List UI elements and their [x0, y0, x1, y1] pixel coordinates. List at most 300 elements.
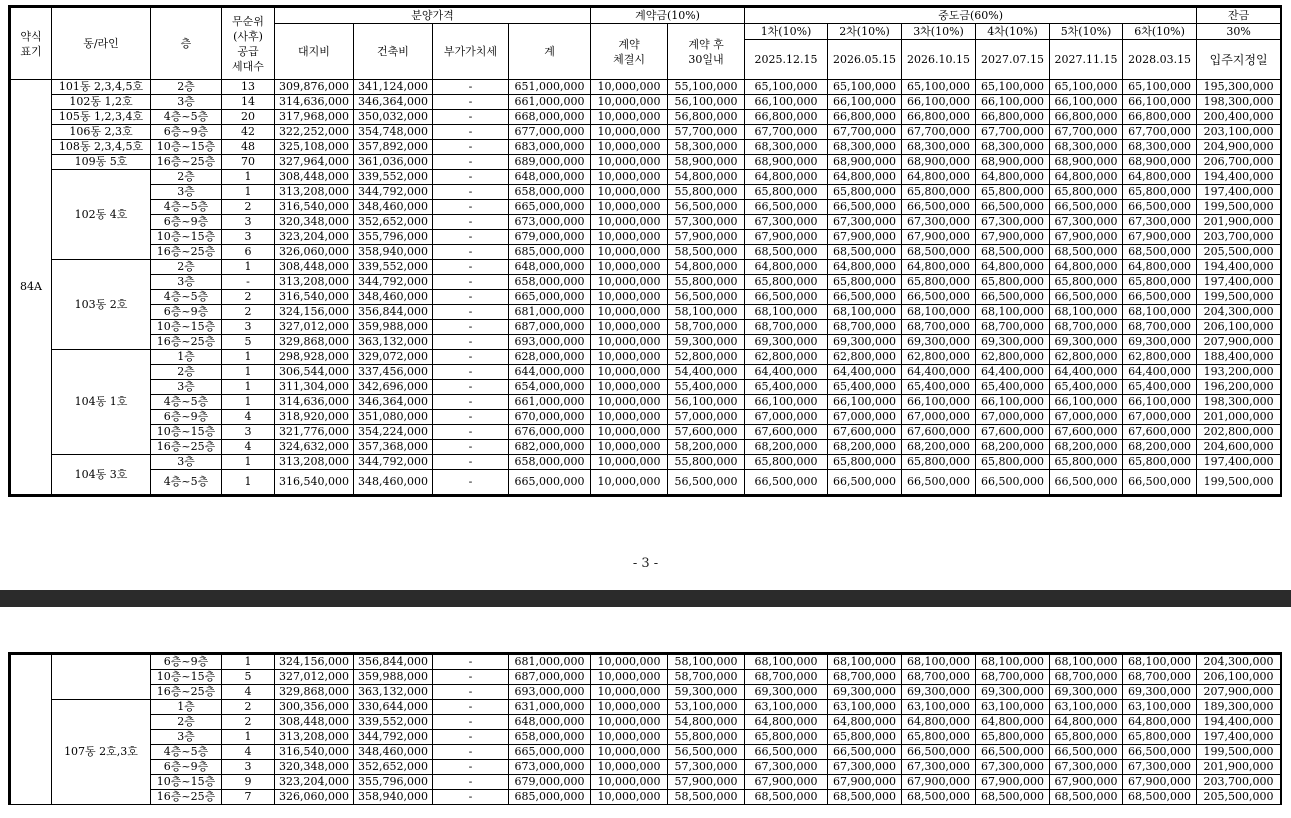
- household-count-cell: 9: [222, 775, 275, 790]
- mid-payment-2-cell: 64,800,000: [828, 170, 902, 185]
- total-price-cell: 665,000,000: [509, 200, 591, 215]
- mid-payment-5-cell: 65,400,000: [1050, 380, 1123, 395]
- mid-payment-4-cell: 68,100,000: [976, 305, 1050, 320]
- floor-cell: 10층~15층: [151, 775, 222, 790]
- mid-payment-5-cell: 66,100,000: [1050, 395, 1123, 410]
- household-count-cell: 1: [222, 395, 275, 410]
- vat-cell: -: [433, 110, 509, 125]
- mid-payment-1-cell: 68,900,000: [745, 155, 828, 170]
- vat-cell: -: [433, 395, 509, 410]
- total-price-cell: 631,000,000: [509, 700, 591, 715]
- deposit-sign-cell: 10,000,000: [591, 775, 668, 790]
- header-dong-line: 동/라인: [52, 8, 151, 80]
- mid-payment-5-cell: 68,900,000: [1050, 155, 1123, 170]
- mid-payment-4-cell: 65,800,000: [976, 275, 1050, 290]
- land-price-cell: 306,544,000: [275, 365, 354, 380]
- mid-payment-1-cell: 64,800,000: [745, 170, 828, 185]
- header-vat: 부가가치세: [433, 24, 509, 80]
- dong-line-cell: 102동 4호: [52, 170, 151, 260]
- dong-line-cell: 106동 2,3호: [52, 125, 151, 140]
- balance-cell: 207,900,000: [1197, 685, 1281, 700]
- mid-payment-1-cell: 66,100,000: [745, 95, 828, 110]
- deposit-sign-cell: 10,000,000: [591, 470, 668, 495]
- building-price-cell: 361,036,000: [354, 155, 433, 170]
- deposit-sign-cell: 10,000,000: [591, 670, 668, 685]
- mid-payment-2-cell: 68,100,000: [828, 305, 902, 320]
- mid-payment-6-cell: 67,900,000: [1123, 775, 1197, 790]
- land-price-cell: 316,540,000: [275, 745, 354, 760]
- mid-payment-3-cell: 69,300,000: [902, 335, 976, 350]
- deposit-sign-cell: 10,000,000: [591, 95, 668, 110]
- mid-payment-3-cell: 65,800,000: [902, 730, 976, 745]
- balance-cell: 197,400,000: [1197, 730, 1281, 745]
- deposit-sign-cell: 10,000,000: [591, 715, 668, 730]
- mid-payment-2-cell: 65,800,000: [828, 455, 902, 470]
- mid-payment-4-cell: 67,300,000: [976, 760, 1050, 775]
- land-price-cell: 313,208,000: [275, 185, 354, 200]
- table-row: [11, 380, 1281, 395]
- total-price-cell: 658,000,000: [509, 730, 591, 745]
- floor-cell: 10층~15층: [151, 320, 222, 335]
- land-price-cell: 316,540,000: [275, 200, 354, 215]
- mid-payment-4-cell: 64,800,000: [976, 715, 1050, 730]
- mid-payment-6-cell: 65,400,000: [1123, 380, 1197, 395]
- deposit-after-cell: 53,100,000: [668, 700, 745, 715]
- mid-payment-1-cell: 66,500,000: [745, 290, 828, 305]
- building-price-cell: 346,364,000: [354, 395, 433, 410]
- deposit-after-cell: 56,800,000: [668, 110, 745, 125]
- price-table-continued: [10, 654, 1281, 805]
- mid-payment-1-cell: 65,800,000: [745, 455, 828, 470]
- mid-payment-5-cell: 65,800,000: [1050, 275, 1123, 290]
- deposit-sign-cell: 10,000,000: [591, 365, 668, 380]
- floor-cell: 4층~5층: [151, 745, 222, 760]
- mid-payment-4-cell: 65,800,000: [976, 185, 1050, 200]
- deposit-after-cell: 58,500,000: [668, 790, 745, 805]
- deposit-after-cell: 58,200,000: [668, 440, 745, 455]
- mid-payment-3-cell: 65,800,000: [902, 455, 976, 470]
- header-households: [222, 8, 275, 80]
- deposit-after-cell: 55,800,000: [668, 730, 745, 745]
- dong-line-cell: 107동 2호,3호: [52, 700, 151, 805]
- building-price-cell: 344,792,000: [354, 455, 433, 470]
- mid-payment-3-cell: 67,000,000: [902, 410, 976, 425]
- header-mid-6-date: 2028.03.15: [1123, 40, 1197, 80]
- deposit-after-cell: 58,700,000: [668, 670, 745, 685]
- total-price-cell: 665,000,000: [509, 745, 591, 760]
- mid-payment-1-cell: 67,300,000: [745, 760, 828, 775]
- mid-payment-2-cell: 66,100,000: [828, 395, 902, 410]
- total-price-cell: 648,000,000: [509, 170, 591, 185]
- mid-payment-4-cell: 67,900,000: [976, 775, 1050, 790]
- building-price-cell: 348,460,000: [354, 290, 433, 305]
- mid-payment-4-cell: 66,500,000: [976, 290, 1050, 305]
- mid-payment-5-cell: 65,800,000: [1050, 730, 1123, 745]
- deposit-after-cell: 54,800,000: [668, 715, 745, 730]
- land-price-cell: 324,156,000: [275, 305, 354, 320]
- mid-payment-2-cell: 66,500,000: [828, 745, 902, 760]
- balance-cell: 194,400,000: [1197, 170, 1281, 185]
- table-row: [11, 125, 1281, 140]
- mid-payment-2-cell: 66,500,000: [828, 200, 902, 215]
- mid-payment-5-cell: 68,100,000: [1050, 655, 1123, 670]
- land-price-cell: 327,012,000: [275, 320, 354, 335]
- mid-payment-4-cell: 65,400,000: [976, 380, 1050, 395]
- header-balance-date: 입주지정일: [1197, 40, 1281, 80]
- floor-cell: 2층: [151, 715, 222, 730]
- mid-payment-3-cell: 67,600,000: [902, 425, 976, 440]
- mid-payment-5-cell: 66,500,000: [1050, 200, 1123, 215]
- deposit-sign-cell: 10,000,000: [591, 275, 668, 290]
- household-count-cell: 42: [222, 125, 275, 140]
- mid-payment-2-cell: 65,800,000: [828, 275, 902, 290]
- deposit-sign-cell: 10,000,000: [591, 655, 668, 670]
- total-price-cell: 682,000,000: [509, 440, 591, 455]
- deposit-sign-cell: 10,000,000: [591, 125, 668, 140]
- mid-payment-2-cell: 68,300,000: [828, 140, 902, 155]
- building-price-cell: 329,072,000: [354, 350, 433, 365]
- balance-cell: 189,300,000: [1197, 700, 1281, 715]
- household-count-cell: 5: [222, 335, 275, 350]
- total-price-cell: 665,000,000: [509, 470, 591, 495]
- mid-payment-5-cell: 66,800,000: [1050, 110, 1123, 125]
- table-row: [11, 425, 1281, 440]
- mid-payment-6-cell: 65,800,000: [1123, 275, 1197, 290]
- mid-payment-4-cell: 67,900,000: [976, 230, 1050, 245]
- header-mid-1-date: 2025.12.15: [745, 40, 828, 80]
- mid-payment-4-cell: 64,800,000: [976, 260, 1050, 275]
- total-price-cell: 681,000,000: [509, 655, 591, 670]
- table-row: [11, 305, 1281, 320]
- table-row: [11, 760, 1281, 775]
- mid-payment-4-cell: 62,800,000: [976, 350, 1050, 365]
- land-price-cell: 323,204,000: [275, 230, 354, 245]
- building-price-cell: 344,792,000: [354, 185, 433, 200]
- deposit-sign-cell: 10,000,000: [591, 305, 668, 320]
- deposit-sign-cell: 10,000,000: [591, 170, 668, 185]
- mid-payment-1-cell: 65,800,000: [745, 185, 828, 200]
- balance-cell: 206,100,000: [1197, 670, 1281, 685]
- land-price-cell: 316,540,000: [275, 470, 354, 495]
- mid-payment-5-cell: 63,100,000: [1050, 700, 1123, 715]
- total-price-cell: 685,000,000: [509, 245, 591, 260]
- mid-payment-6-cell: 68,100,000: [1123, 305, 1197, 320]
- household-count-cell: 1: [222, 380, 275, 395]
- mid-payment-6-cell: 67,600,000: [1123, 425, 1197, 440]
- table-row: [11, 260, 1281, 275]
- balance-cell: 188,400,000: [1197, 350, 1281, 365]
- mid-payment-6-cell: 65,800,000: [1123, 185, 1197, 200]
- land-price-cell: 300,356,000: [275, 700, 354, 715]
- mid-payment-2-cell: 67,000,000: [828, 410, 902, 425]
- balance-cell: 204,300,000: [1197, 305, 1281, 320]
- balance-cell: 206,100,000: [1197, 320, 1281, 335]
- mid-payment-1-cell: 62,800,000: [745, 350, 828, 365]
- land-price-cell: 313,208,000: [275, 730, 354, 745]
- deposit-sign-cell: 10,000,000: [591, 185, 668, 200]
- mid-payment-6-cell: 68,300,000: [1123, 140, 1197, 155]
- table-row: [11, 790, 1281, 805]
- floor-cell: 3층: [151, 730, 222, 745]
- deposit-sign-cell: 10,000,000: [591, 320, 668, 335]
- mid-payment-5-cell: 67,300,000: [1050, 760, 1123, 775]
- mid-payment-2-cell: 69,300,000: [828, 335, 902, 350]
- mid-payment-2-cell: 67,900,000: [828, 775, 902, 790]
- table-row: [11, 655, 1281, 670]
- table-row: [11, 200, 1281, 215]
- mid-payment-1-cell: 68,500,000: [745, 790, 828, 805]
- mid-payment-5-cell: 68,700,000: [1050, 670, 1123, 685]
- land-price-cell: 313,208,000: [275, 455, 354, 470]
- table-row: [11, 230, 1281, 245]
- land-price-cell: 329,868,000: [275, 685, 354, 700]
- mid-payment-6-cell: 64,800,000: [1123, 170, 1197, 185]
- vat-cell: -: [433, 745, 509, 760]
- vat-cell: -: [433, 700, 509, 715]
- mid-payment-6-cell: 66,500,000: [1123, 290, 1197, 305]
- household-count-cell: 1: [222, 455, 275, 470]
- mid-payment-6-cell: 65,100,000: [1123, 80, 1197, 95]
- balance-cell: 202,800,000: [1197, 425, 1281, 440]
- header-type-mark: 약식 표기: [11, 8, 52, 80]
- mid-payment-6-cell: 66,100,000: [1123, 395, 1197, 410]
- household-count-cell: 70: [222, 155, 275, 170]
- mid-payment-3-cell: 66,500,000: [902, 470, 976, 495]
- floor-cell: 6층~9층: [151, 125, 222, 140]
- mid-payment-3-cell: 68,500,000: [902, 245, 976, 260]
- deposit-sign-cell: 10,000,000: [591, 290, 668, 305]
- building-price-cell: 346,364,000: [354, 95, 433, 110]
- vat-cell: -: [433, 170, 509, 185]
- mid-payment-6-cell: 64,800,000: [1123, 715, 1197, 730]
- mid-payment-2-cell: 68,700,000: [828, 670, 902, 685]
- mid-payment-3-cell: 68,700,000: [902, 670, 976, 685]
- household-count-cell: 6: [222, 245, 275, 260]
- total-price-cell: 658,000,000: [509, 455, 591, 470]
- mid-payment-2-cell: 65,800,000: [828, 730, 902, 745]
- deposit-after-cell: 56,100,000: [668, 95, 745, 110]
- land-price-cell: 311,304,000: [275, 380, 354, 395]
- deposit-after-cell: 55,800,000: [668, 185, 745, 200]
- vat-cell: -: [433, 320, 509, 335]
- header-floor: 층: [151, 8, 222, 80]
- mid-payment-2-cell: 66,500,000: [828, 290, 902, 305]
- document-page-4: [0, 607, 1291, 818]
- mid-payment-2-cell: 68,500,000: [828, 790, 902, 805]
- deposit-sign-cell: 10,000,000: [591, 425, 668, 440]
- deposit-sign-cell: 10,000,000: [591, 140, 668, 155]
- deposit-sign-cell: 10,000,000: [591, 685, 668, 700]
- vat-cell: -: [433, 215, 509, 230]
- vat-cell: -: [433, 305, 509, 320]
- building-price-cell: 344,792,000: [354, 730, 433, 745]
- table-row: [11, 80, 1281, 95]
- mid-payment-5-cell: 66,500,000: [1050, 745, 1123, 760]
- building-price-cell: 357,368,000: [354, 440, 433, 455]
- balance-cell: 201,900,000: [1197, 215, 1281, 230]
- mid-payment-4-cell: 68,700,000: [976, 320, 1050, 335]
- vat-cell: -: [433, 410, 509, 425]
- deposit-sign-cell: 10,000,000: [591, 410, 668, 425]
- mid-payment-2-cell: 68,200,000: [828, 440, 902, 455]
- mid-payment-6-cell: 64,800,000: [1123, 260, 1197, 275]
- header-total: 계: [509, 24, 591, 80]
- land-price-cell: 321,776,000: [275, 425, 354, 440]
- floor-cell: 1층: [151, 350, 222, 365]
- building-price-cell: 348,460,000: [354, 200, 433, 215]
- mid-payment-5-cell: 62,800,000: [1050, 350, 1123, 365]
- mid-payment-4-cell: 66,500,000: [976, 745, 1050, 760]
- mid-payment-4-cell: 64,400,000: [976, 365, 1050, 380]
- floor-cell: 2층: [151, 365, 222, 380]
- vat-cell: -: [433, 760, 509, 775]
- mid-payment-4-cell: 68,700,000: [976, 670, 1050, 685]
- mid-payment-5-cell: 64,800,000: [1050, 260, 1123, 275]
- household-count-cell: 5: [222, 670, 275, 685]
- mid-payment-3-cell: 68,300,000: [902, 140, 976, 155]
- header-mid-5-date: 2027.11.15: [1050, 40, 1123, 80]
- vat-cell: -: [433, 670, 509, 685]
- table-row: [11, 365, 1281, 380]
- mid-payment-1-cell: 67,600,000: [745, 425, 828, 440]
- table-row: [11, 185, 1281, 200]
- mid-payment-3-cell: 62,800,000: [902, 350, 976, 365]
- deposit-sign-cell: 10,000,000: [591, 110, 668, 125]
- mid-payment-5-cell: 67,300,000: [1050, 215, 1123, 230]
- total-price-cell: 644,000,000: [509, 365, 591, 380]
- mid-payment-5-cell: 68,700,000: [1050, 320, 1123, 335]
- land-price-cell: 323,204,000: [275, 775, 354, 790]
- dong-line-cell: [52, 655, 151, 700]
- mid-payment-6-cell: 68,900,000: [1123, 155, 1197, 170]
- household-count-cell: 3: [222, 230, 275, 245]
- household-count-cell: 4: [222, 745, 275, 760]
- mid-payment-3-cell: 65,800,000: [902, 275, 976, 290]
- deposit-sign-cell: 10,000,000: [591, 760, 668, 775]
- mid-payment-5-cell: 66,500,000: [1050, 290, 1123, 305]
- balance-cell: 199,500,000: [1197, 745, 1281, 760]
- header-households-l4: 세대수: [232, 59, 264, 73]
- deposit-sign-cell: 10,000,000: [591, 245, 668, 260]
- mid-payment-2-cell: 66,500,000: [828, 470, 902, 495]
- deposit-sign-cell: 10,000,000: [591, 260, 668, 275]
- household-count-cell: 13: [222, 80, 275, 95]
- vat-cell: -: [433, 155, 509, 170]
- table-row: [11, 670, 1281, 685]
- deposit-sign-cell: 10,000,000: [591, 350, 668, 365]
- floor-cell: 2층: [151, 170, 222, 185]
- vat-cell: -: [433, 290, 509, 305]
- household-count-cell: 1: [222, 350, 275, 365]
- mid-payment-3-cell: 66,500,000: [902, 290, 976, 305]
- deposit-after-cell: 55,100,000: [668, 80, 745, 95]
- mid-payment-4-cell: 66,800,000: [976, 110, 1050, 125]
- dong-line-cell: 101동 2,3,4,5호: [52, 80, 151, 95]
- table-row: [11, 685, 1281, 700]
- household-count-cell: 48: [222, 140, 275, 155]
- vat-cell: -: [433, 185, 509, 200]
- total-price-cell: 661,000,000: [509, 395, 591, 410]
- deposit-sign-cell: 10,000,000: [591, 335, 668, 350]
- mid-payment-2-cell: 68,100,000: [828, 655, 902, 670]
- vat-cell: -: [433, 95, 509, 110]
- floor-cell: 3층: [151, 380, 222, 395]
- land-price-cell: 298,928,000: [275, 350, 354, 365]
- floor-cell: 6층~9층: [151, 215, 222, 230]
- balance-cell: 198,300,000: [1197, 95, 1281, 110]
- mid-payment-1-cell: 68,700,000: [745, 670, 828, 685]
- mid-payment-3-cell: 63,100,000: [902, 700, 976, 715]
- mid-payment-1-cell: 68,700,000: [745, 320, 828, 335]
- mid-payment-4-cell: 68,200,000: [976, 440, 1050, 455]
- vat-cell: -: [433, 245, 509, 260]
- land-price-cell: 316,540,000: [275, 290, 354, 305]
- deposit-sign-cell: 10,000,000: [591, 200, 668, 215]
- deposit-after-cell: 57,900,000: [668, 230, 745, 245]
- building-price-cell: 339,552,000: [354, 260, 433, 275]
- mid-payment-6-cell: 66,100,000: [1123, 95, 1197, 110]
- building-price-cell: 339,552,000: [354, 715, 433, 730]
- deposit-sign-cell: 10,000,000: [591, 155, 668, 170]
- building-price-cell: 348,460,000: [354, 470, 433, 495]
- floor-cell: 6층~9층: [151, 655, 222, 670]
- vat-cell: -: [433, 425, 509, 440]
- building-price-cell: 341,124,000: [354, 80, 433, 95]
- mid-payment-5-cell: 68,200,000: [1050, 440, 1123, 455]
- deposit-after-cell: 56,500,000: [668, 470, 745, 495]
- page-separator: [0, 590, 1291, 607]
- balance-cell: 204,300,000: [1197, 655, 1281, 670]
- household-count-cell: 1: [222, 365, 275, 380]
- balance-cell: 195,300,000: [1197, 80, 1281, 95]
- floor-cell: 1층: [151, 700, 222, 715]
- mid-payment-1-cell: 69,300,000: [745, 685, 828, 700]
- mid-payment-6-cell: 68,500,000: [1123, 245, 1197, 260]
- table-row: [11, 320, 1281, 335]
- mid-payment-5-cell: 67,900,000: [1050, 230, 1123, 245]
- total-price-cell: 679,000,000: [509, 775, 591, 790]
- mid-payment-4-cell: 65,100,000: [976, 80, 1050, 95]
- land-price-cell: 329,868,000: [275, 335, 354, 350]
- balance-cell: 205,500,000: [1197, 245, 1281, 260]
- mid-payment-2-cell: 64,800,000: [828, 260, 902, 275]
- mid-payment-2-cell: 67,300,000: [828, 760, 902, 775]
- mid-payment-3-cell: 65,400,000: [902, 380, 976, 395]
- deposit-after-cell: 55,400,000: [668, 380, 745, 395]
- mid-payment-4-cell: 65,800,000: [976, 455, 1050, 470]
- mid-payment-5-cell: 69,300,000: [1050, 335, 1123, 350]
- mid-payment-5-cell: 67,600,000: [1050, 425, 1123, 440]
- building-price-cell: 355,796,000: [354, 230, 433, 245]
- building-price-cell: 358,940,000: [354, 790, 433, 805]
- balance-cell: 203,100,000: [1197, 125, 1281, 140]
- mid-payment-6-cell: 69,300,000: [1123, 335, 1197, 350]
- vat-cell: -: [433, 260, 509, 275]
- mid-payment-4-cell: 68,500,000: [976, 245, 1050, 260]
- dong-line-cell: 108동 2,3,4,5호: [52, 140, 151, 155]
- mid-payment-5-cell: 65,100,000: [1050, 80, 1123, 95]
- vat-cell: -: [433, 655, 509, 670]
- building-price-cell: 356,844,000: [354, 305, 433, 320]
- mid-payment-6-cell: 65,800,000: [1123, 455, 1197, 470]
- land-price-cell: 327,964,000: [275, 155, 354, 170]
- building-price-cell: 358,940,000: [354, 245, 433, 260]
- floor-cell: 3층: [151, 95, 222, 110]
- header-mid-2-label: 2차(10%): [828, 24, 902, 40]
- household-count-cell: 20: [222, 110, 275, 125]
- price-table: [10, 7, 1281, 495]
- floor-cell: 3층: [151, 185, 222, 200]
